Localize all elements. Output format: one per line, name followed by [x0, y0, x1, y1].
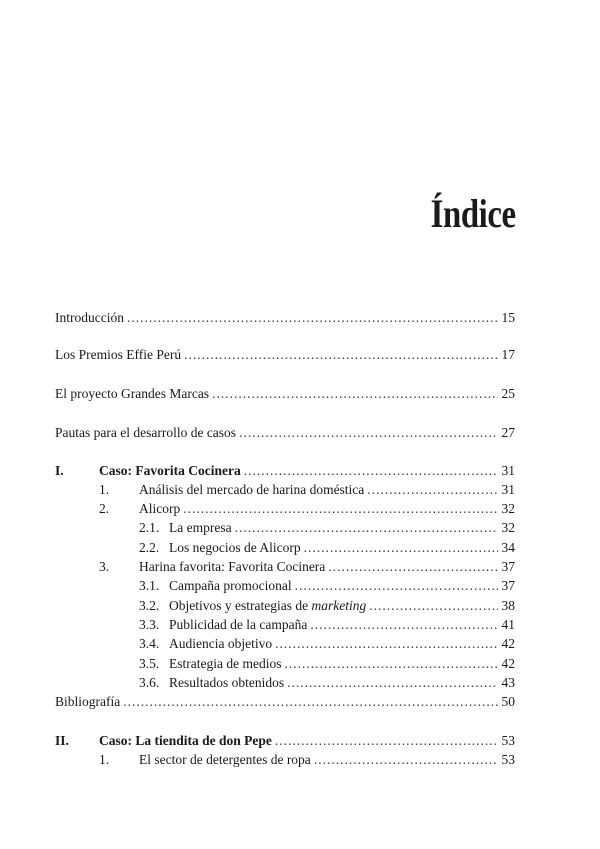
toc-entry-number: 3. [99, 559, 110, 574]
toc-entry-bibliografia[interactable] [55, 694, 515, 710]
toc-entry-label: Estrategia de medios [169, 656, 282, 671]
toc-leader-dots [369, 598, 498, 614]
toc-entry-number: 3.1. [139, 578, 160, 593]
toc-entry-number: II. [55, 733, 69, 748]
toc-entry-label: Caso: La tiendita de don Pepe [99, 733, 272, 748]
toc-entry-publicidad-campana[interactable] [55, 617, 515, 633]
toc-entry-campana-promocional[interactable] [55, 578, 515, 594]
toc-entry-label: Pautas para el desarrollo de casos [55, 425, 237, 440]
toc-entry-label-italic: marketing [311, 598, 367, 613]
toc-entry-introduccion[interactable] [55, 310, 515, 326]
toc-leader-dots [367, 482, 498, 498]
toc-entry-audiencia-objetivo[interactable] [55, 636, 515, 652]
page-title: Índice [430, 191, 516, 236]
toc-entry-proyecto-grandes-marcas[interactable] [55, 386, 515, 402]
toc-entry-label: Resultados obtenidos [169, 675, 285, 690]
toc-entry-caso-tiendita-don-pepe[interactable] [55, 733, 515, 749]
toc-entry-label: Harina favorita: Favorita Cocinera [139, 559, 326, 574]
toc-entry-caso-favorita-cocinera[interactable] [55, 463, 515, 479]
toc-page-number: 38 [501, 598, 515, 613]
toc-entry-label: Introducción [55, 310, 124, 325]
toc-page-number: 37 [501, 578, 515, 593]
toc-page-number: 37 [501, 559, 515, 574]
toc-entry-harina-favorita[interactable] [55, 559, 515, 575]
toc-entry-sector-detergentes[interactable] [55, 752, 515, 768]
toc-entry-negocios-alicorp[interactable] [55, 540, 515, 556]
toc-page-number: 27 [501, 425, 515, 440]
toc-leader-dots [310, 617, 498, 633]
toc-page-number: 42 [501, 656, 515, 671]
toc-page-number: 53 [501, 752, 515, 767]
toc-leader-dots [304, 540, 498, 556]
toc-entry-estrategia-medios[interactable] [55, 656, 515, 672]
toc-entry-la-empresa[interactable] [55, 520, 515, 536]
toc-page-number: 17 [501, 347, 515, 362]
toc-leader-dots [123, 694, 498, 710]
toc-page-number: 50 [501, 694, 515, 709]
toc-entry-label: La empresa [169, 520, 232, 535]
toc-entry-label: Los negocios de Alicorp [169, 540, 301, 555]
toc-entry-number: 3.4. [139, 636, 160, 651]
toc-entry-label: El sector de detergentes de ropa [139, 752, 311, 767]
toc-entry-number: 2.2. [139, 540, 160, 555]
toc-page-number: 43 [501, 675, 515, 690]
toc-leader-dots [183, 501, 498, 517]
toc-page-number: 41 [501, 617, 515, 632]
toc-page-number: 32 [501, 520, 515, 535]
toc-page-number: 42 [501, 636, 515, 651]
toc-leader-dots [275, 733, 498, 749]
toc-entry-label: Objetivos y estrategias de marketing [169, 598, 367, 613]
toc-leader-dots [275, 636, 498, 652]
toc-entry-number: 2. [99, 501, 110, 516]
toc-entry-premios-effie[interactable] [55, 347, 515, 363]
toc-entry-pautas[interactable] [55, 425, 515, 441]
toc-entry-label: El proyecto Grandes Marcas [55, 386, 210, 401]
toc-entry-objetivos-estrategias[interactable] [55, 598, 515, 614]
toc-entry-label: Alicorp [139, 501, 181, 516]
toc-leader-dots [295, 578, 498, 594]
toc-page-number: 53 [501, 733, 515, 748]
toc-page-number: 31 [501, 463, 515, 478]
toc-entry-number: 2.1. [139, 520, 160, 535]
toc-entry-label: Publicidad de la campaña [169, 617, 308, 632]
toc-entry-label: Bibliografía [55, 694, 121, 709]
toc-entry-number: 1. [99, 482, 110, 497]
toc-entry-label: Campaña promocional [169, 578, 292, 593]
toc-entry-label: Audiencia objetivo [169, 636, 273, 651]
toc-entry-number: 3.5. [139, 656, 160, 671]
toc-page-number: 34 [501, 540, 515, 555]
toc-entry-analisis-mercado[interactable] [55, 482, 515, 498]
toc-entry-label: Los Premios Effie Perú [55, 347, 182, 362]
toc-leader-dots [239, 425, 498, 441]
toc-leader-dots [287, 675, 498, 691]
toc-entry-label: Análisis del mercado de harina doméstica [139, 482, 365, 497]
toc-page-number: 15 [501, 310, 515, 325]
toc-leader-dots [127, 310, 498, 326]
toc-page-number: 31 [501, 482, 515, 497]
toc-page-number: 32 [501, 501, 515, 516]
toc-leader-dots [328, 559, 498, 575]
toc-leader-dots [184, 347, 498, 363]
toc-entry-number: 3.6. [139, 675, 160, 690]
toc-leader-dots [314, 752, 498, 768]
toc-entry-number: 3.2. [139, 598, 160, 613]
toc-leader-dots [284, 656, 498, 672]
toc-entry-resultados-obtenidos[interactable] [55, 675, 515, 691]
toc-entry-number: 3.3. [139, 617, 160, 632]
toc-page-number: 25 [501, 386, 515, 401]
toc-entry-number: I. [55, 463, 64, 478]
toc-leader-dots [212, 386, 498, 402]
toc-leader-dots [235, 520, 498, 536]
toc-leader-dots [244, 463, 498, 479]
toc-entry-alicorp[interactable] [55, 501, 515, 517]
toc-entry-label: Caso: Favorita Cocinera [99, 463, 241, 478]
toc-entry-number: 1. [99, 752, 110, 767]
